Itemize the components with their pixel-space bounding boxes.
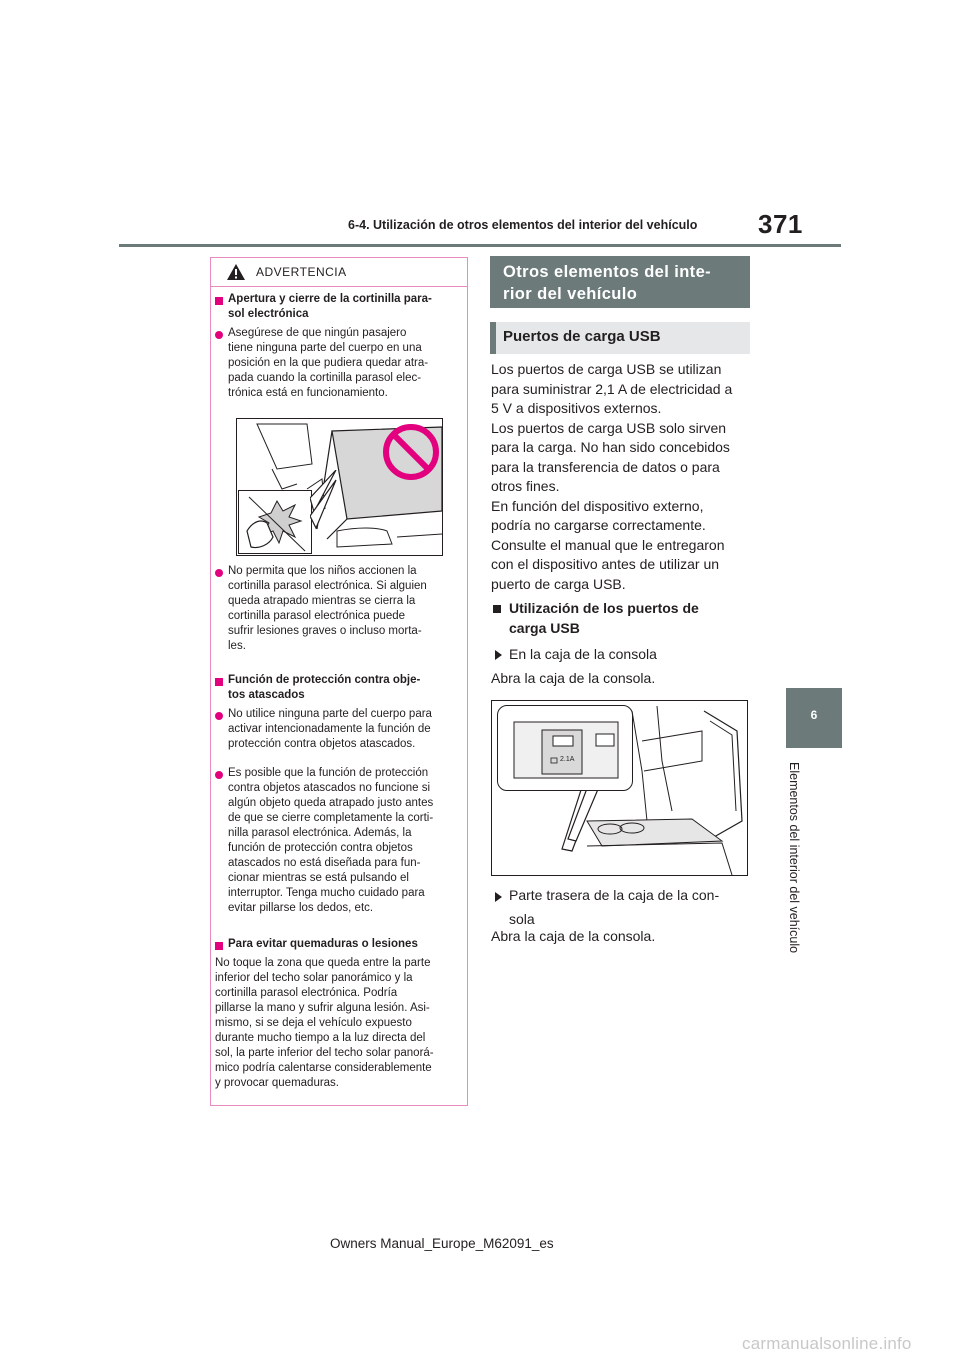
- warning-round-bullet: [215, 712, 223, 720]
- chapter-number: 6: [810, 708, 818, 722]
- warning-round-bullet: [215, 771, 223, 779]
- warning-s1-bullet2: No permita que los niños accionen la cortinilla parasol electrónica. Si alguien queda atrapado mientras se cierra la cortinilla parasol electrónica puede sufrir lesiones graves o incluso morta- les.: [228, 565, 427, 652]
- subsection-accent-bar: [490, 322, 496, 354]
- warning-s3-body: No toque la zona que queda entre la parte inferior del techo solar panorámico y la cortinilla parasol electrónica. Podría pillarse la mano y sufrir alguna lesión. Asi- mismo, si se deja el vehículo expuesto durante mucho tiempo a la luz directa del sol, la parte inferior del techo solar panorá- mico podría calentarse considerablemente y provocar quemaduras.: [215, 957, 434, 1089]
- warning-square-bullet: [215, 678, 223, 686]
- hand-pinch-inset: [238, 490, 312, 554]
- header-section-title: 6-4. Utilización de otros elementos del interior del vehículo: [348, 218, 698, 232]
- warning-s2-title: Función de protección contra obje- tos atascados: [228, 674, 421, 701]
- warning-round-bullet: [215, 569, 223, 577]
- usb-intro-text: Los puertos de carga USB se utilizan para suministrar 2,1 A de electricidad a 5 V a dispositivos externos. Los puertos de carga USB solo sirven para la carga. No han sido concebidos para la transferencia de datos o para otros fines. En función del dispositivo externo, podría no cargarse correctamente. Consulte el manual que le entregaron con el dispositivo antes de utilizar un puerto de carga USB.: [491, 361, 733, 592]
- inset-pointer: [310, 470, 340, 535]
- chapter-label: [783, 762, 803, 972]
- square-bullet: [493, 605, 501, 613]
- item2-title: Parte trasera de la caja de la con- sola: [509, 887, 720, 927]
- warning-title: ADVERTENCIA: [256, 265, 347, 279]
- item1-title: En la caja de la consola: [509, 646, 657, 662]
- warning-triangle-icon: [226, 263, 246, 286]
- arrow-bullet-icon: [495, 892, 502, 902]
- usb-port-inset: [497, 705, 633, 791]
- warning-s1-bullet1: Asegúrese de que ningún pasajero tiene ninguna parte del cuerpo en una posición en la que pudiera quedar atra- pada cuando la cortinilla parasol elec- trónica está en funcionamiento.: [228, 327, 429, 399]
- page-number: 371: [758, 209, 803, 239]
- watermark: carmanualsonline.info: [742, 1334, 912, 1353]
- warning-round-bullet: [215, 331, 223, 339]
- warning-s1-title: Apertura y cierre de la cortinilla para- sol electrónica: [228, 293, 432, 320]
- warning-s3-title: Para evitar quemaduras o lesiones: [228, 938, 418, 950]
- usb-rating-label: 2.1A: [560, 756, 575, 763]
- footer-manual-id: Owners Manual_Europe_M62091_es: [330, 1236, 554, 1251]
- chapter-label-text: Elementos del interior del vehículo: [787, 762, 801, 954]
- warning-s2-bullet2: Es posible que la función de protección contra objetos atascados no funcione si algún objeto queda atrapado justo antes de que se cierre completamente la corti- nilla parasol electrónica. Además, la función de protección contra objetos atascados no está diseñada para fun- cionar mientras se está pulsando el interruptor. Tenga mucho cuidado para evitar pillarse los dedos, etc.: [228, 767, 434, 914]
- header-rule: [119, 244, 841, 247]
- subsection-title: Puertos de carga USB: [503, 328, 661, 345]
- arrow-bullet-icon: [495, 650, 502, 660]
- section-title: Otros elementos del inte- rior del vehículo: [503, 263, 712, 303]
- prohibited-sign-icon: [382, 423, 440, 486]
- warning-s2-bullet1: No utilice ninguna parte del cuerpo para activar intencionadamente la función de protección contra objetos atascados.: [228, 708, 432, 750]
- warning-square-bullet: [215, 297, 223, 305]
- usage-title: Utilización de los puertos de carga USB: [509, 600, 699, 636]
- item2-text: Abra la caja de la consola.: [491, 928, 656, 944]
- item1-text: Abra la caja de la consola.: [491, 670, 656, 686]
- warning-square-bullet: [215, 942, 223, 950]
